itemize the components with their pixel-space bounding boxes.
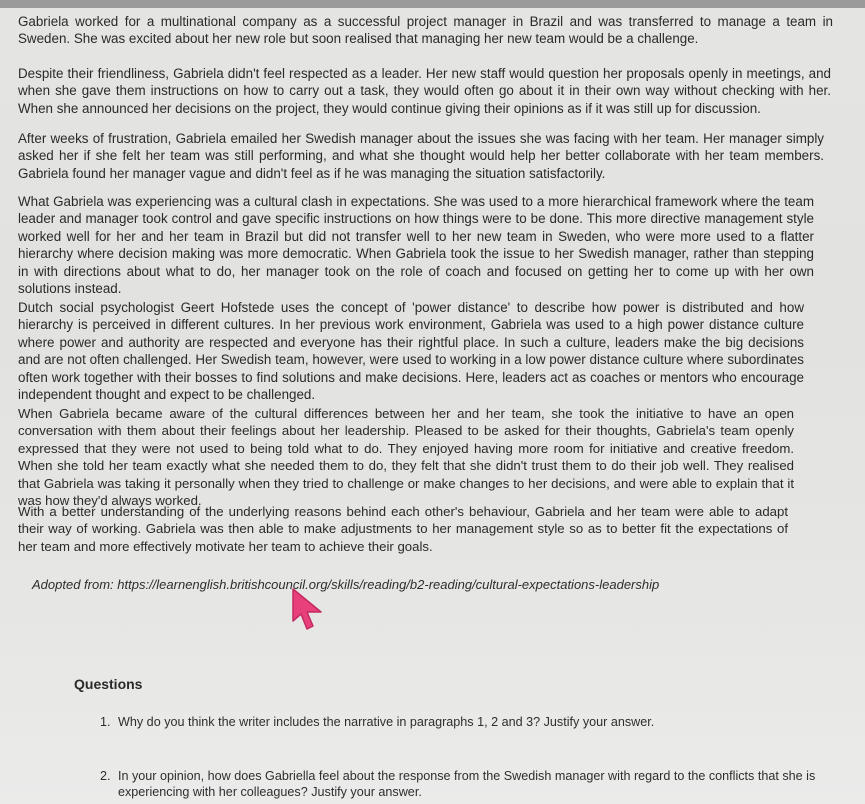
questions-heading: Questions bbox=[74, 676, 143, 692]
question-text-continued: experiencing with her colleagues? Justify your answer. bbox=[118, 785, 422, 799]
question-number: 2. bbox=[100, 769, 111, 783]
paragraph-4: What Gabriela was experiencing was a cultural clash in expectations. She was used to a more hierarchical framework where the team leader and manager took control and gave specific instructions on how things were to be done. This more directive management style worked well for her and her team in Brazil but did not transfer well to her new team in Sweden, who were more used to a flatter hierarchy where decision making was more democratic. When Gabriela took the issue to her Swedish manager, rather than stepping in with directions about what to do, her manager took on the role of coach and focused on getting her to come up with her own solutions instead. bbox=[18, 194, 814, 297]
top-edge bbox=[0, 0, 865, 8]
paragraph-5: Dutch social psychologist Geert Hofstede uses the concept of 'power distance' to describe how power is distributed and how hierarchy is perceived in different cultures. In her previous work environment, Gabriela was used to a high power distance culture where power and authority are respected and everyone has their rightful place. In such a culture, leaders make the big decisions and are not often challenged. Her Swedish team, however, were used to working in a low power distance culture where subordinates often work together with their bosses to find solutions and make decisions. Here, leaders act as coaches or mentors who encourage independent thought and expect to be challenged. bbox=[18, 300, 804, 403]
question-2 bbox=[100, 768, 820, 800]
question-1 bbox=[100, 714, 840, 730]
paragraph-1: Gabriela worked for a multinational company as a successful project manager in Brazil and was transferred to manage a team in Sweden. She was excited about her new role but soon realised that managing her new team would be a challenge. bbox=[18, 14, 833, 47]
source-citation: Adopted from: https://learnenglish.britishcouncil.org/skills/reading/b2-reading/cultural-expectations-leadership bbox=[32, 577, 660, 592]
mouse-pointer-icon bbox=[291, 587, 333, 633]
question-text: Why do you think the writer includes the narrative in paragraphs 1, 2 and 3? Justify your answer. bbox=[118, 715, 655, 729]
paragraph-3: After weeks of frustration, Gabriela emailed her Swedish manager about the issues she was facing with her team. Her manager simply asked her if she felt her team was still performing, and what she thought would help her better collaborate with her team members. Gabriela found her manager vague and didn't feel as if he was managing the situation satisfactorily. bbox=[18, 131, 824, 181]
paragraph-7: With a better understanding of the underlying reasons behind each other's behaviour, Gabriela and her team were able to adapt their way of working. Gabriela was then able to make adjustments to her management style so as to better fit the expectations of her team and more effectively motivate her team to achieve their goals. bbox=[18, 504, 788, 554]
paragraph-2: Despite their friendliness, Gabriela didn't feel respected as a leader. Her new staff would question her proposals openly in meetings, and when she gave them instructions on how to carry out a task, they would often go about it in their own way without checking with her. When she announced her decisions on the project, they would continue giving their opinions as if it was still up for discussion. bbox=[18, 66, 831, 116]
question-number: 1. bbox=[100, 715, 111, 729]
question-text: In your opinion, how does Gabriella feel about the response from the Swedish manager with regard to the conflicts that she is bbox=[118, 769, 816, 783]
paragraph-6: When Gabriela became aware of the cultural differences between her and her team, she took the initiative to have an open conversation with them about their feelings about her leadership. Pleased to be asked for their thoughts, Gabriela's team openly expressed that they were not used to being told what to do. They enjoyed having more room for initiative and creative freedom. When she told her team exactly what she needed them to do, they felt that she didn't trust them to do their job well. They realised that Gabriela was taking it personally when they tried to challenge or make changes to her decisions, and were able to explain that it was how they'd always worked. bbox=[18, 406, 794, 509]
